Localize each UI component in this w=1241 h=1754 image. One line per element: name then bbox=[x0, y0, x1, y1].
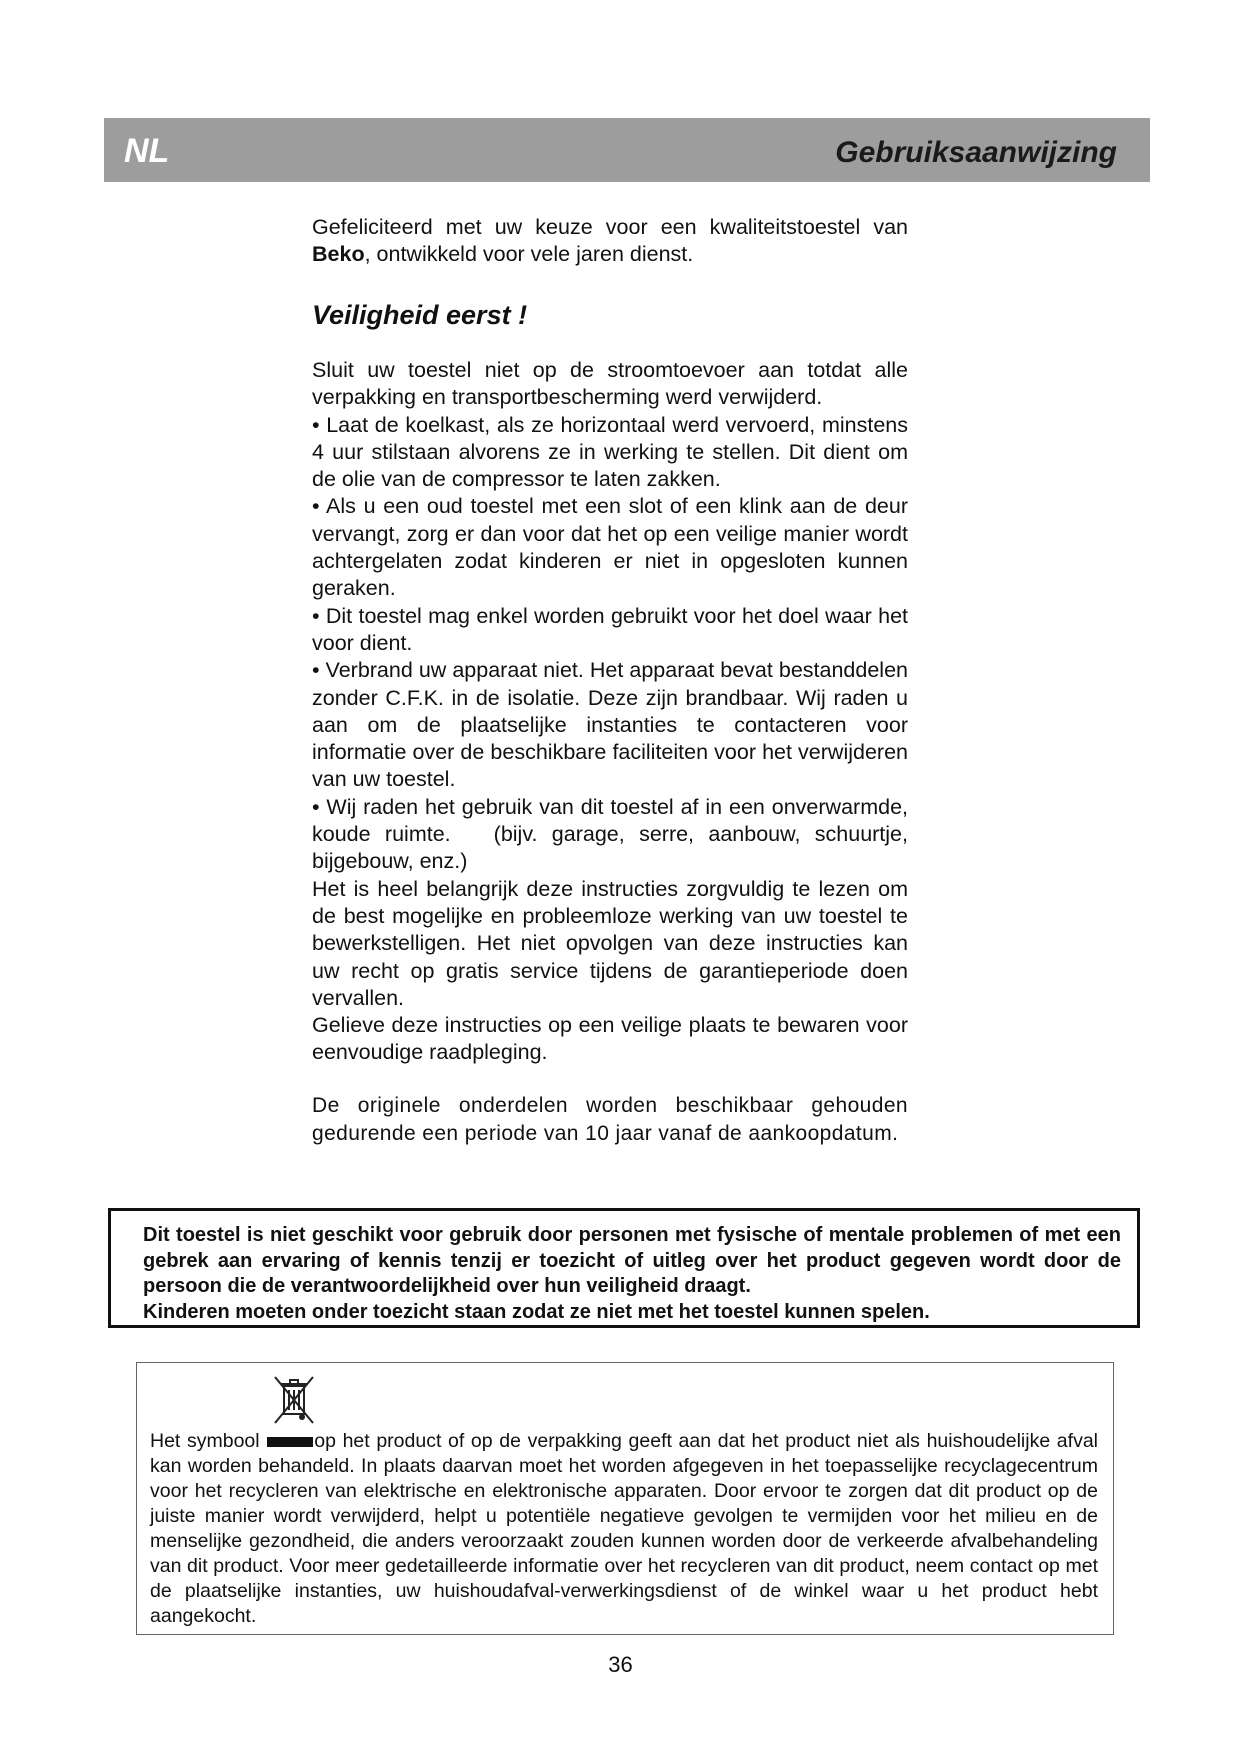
warning-box bbox=[108, 1208, 1140, 1328]
language-code: NL bbox=[124, 132, 170, 170]
safety-paragraph: Sluit uw toestel niet op de stroomtoevoer aan totdat alle verpakking en transportbescherming werd verwijderd. bbox=[312, 358, 908, 410]
weee-notice-box bbox=[136, 1362, 1114, 1635]
weee-text-rest: op het product of op de verpakking geeft aan dat het product niet als huishoudelijke afval kan worden behandeld. In plaats daarvan moet het worden afgegeven in het toepasselijke recyclagecentrum voor het recycleren van elektrische en elektronische apparaten. Door ervoor te zorgen dat dit product op de juiste manier wordt verwijderd, helpt u potentiële negatieve gevolgen te vermijden voor het milieu en de menselijke gezondheid, die anders veroorzaakt zouden kunnen worden door de verkeerde afvalbehandeling van dit product. Voor meer gedetailleerde informatie over het recycleren van dit product, neem contact op met de plaatselijke instanties, uw huishoudafval-verwerkingsdienst of de winkel waar u het product hebt aangekocht. bbox=[150, 1430, 1098, 1627]
safety-paragraph: • Verbrand uw apparaat niet. Het apparaat bevat bestanddelen zonder C.F.K. in de isolatie. Deze zijn brandbaar. Wij raden u aan om de plaatselijke instanties te contacteren voor informatie over de beschikbare faciliteiten voor het verwijderen van uw toestel. bbox=[312, 658, 908, 792]
brand-name: Beko bbox=[312, 242, 365, 267]
safety-instructions bbox=[312, 357, 914, 1067]
page-number: 36 bbox=[608, 1652, 633, 1677]
crossed-out-wheelie-bin-icon bbox=[271, 1375, 317, 1425]
safety-paragraph: Het is heel belangrijk deze instructies zorgvuldig te lezen om de best mogelijke en probleemloze werking van uw toestel te bewerkstelligen. Het niet opvolgen van deze instructies kan uw recht op gratis service tijdens de garantieperiode doen vervallen. bbox=[312, 876, 908, 1010]
intro-text-before: Gefeliciteerd met uw keuze voor een kwaliteitstoestel van bbox=[312, 215, 908, 239]
safety-paragraph: • Wij raden het gebruik van dit toestel af in een onverwarmde, koude ruimte. (bijv. garage, serre, aanbouw, schuurtje, bijgebouw, enz.) bbox=[312, 794, 914, 874]
page-title: Gebruiksaanwijzing bbox=[835, 136, 1117, 169]
safety-paragraph: • Laat de koelkast, als ze horizontaal werd vervoerd, minstens 4 uur stilstaan alvorens ze in werking te stellen. Dit dient om de olie van de compressor te laten zakken. bbox=[312, 412, 908, 492]
safety-heading: Veiligheid eerst ! bbox=[312, 300, 528, 330]
safety-paragraph: • Als u een oud toestel met een slot of een klink aan de deur vervangt, zorg er dan voor dat het op een veilige manier wordt achtergelaten zodat kinderen er niet in opgesloten kunnen geraken. bbox=[312, 494, 908, 601]
warning-text: Dit toestel is niet geschikt voor gebruik door personen met fysische of mentale problemen of met een gebrek aan ervaring of kennis tenzij er toezicht of uitleg over het product gegeven wordt door de persoon die de verantwoordelijkheid over hun veiligheid draagt. bbox=[143, 1224, 1121, 1297]
weee-text bbox=[150, 1429, 1098, 1629]
children-warning-text: Kinderen moeten onder toezicht staan zodat ze niet met het toestel kunnen spelen. bbox=[143, 1300, 930, 1323]
safety-paragraph: Gelieve deze instructies op een veilige plaats te bewaren voor eenvoudige raadpleging. bbox=[312, 1013, 908, 1065]
header-bar bbox=[104, 118, 1150, 182]
weee-text-start: Het symbool bbox=[150, 1430, 267, 1452]
intro-text-after: , ontwikkeld voor vele jaren dienst. bbox=[364, 242, 694, 267]
spare-parts-notice: De originele onderdelen worden beschikbaar gehouden gedurende een periode van 10 jaar vanaf de aankoopdatum. bbox=[312, 1094, 908, 1145]
safety-paragraph: • Dit toestel mag enkel worden gebruikt voor het doel waar het voor dient. bbox=[312, 603, 908, 655]
weee-symbol-bar bbox=[267, 1437, 313, 1447]
intro-paragraph bbox=[312, 214, 908, 269]
